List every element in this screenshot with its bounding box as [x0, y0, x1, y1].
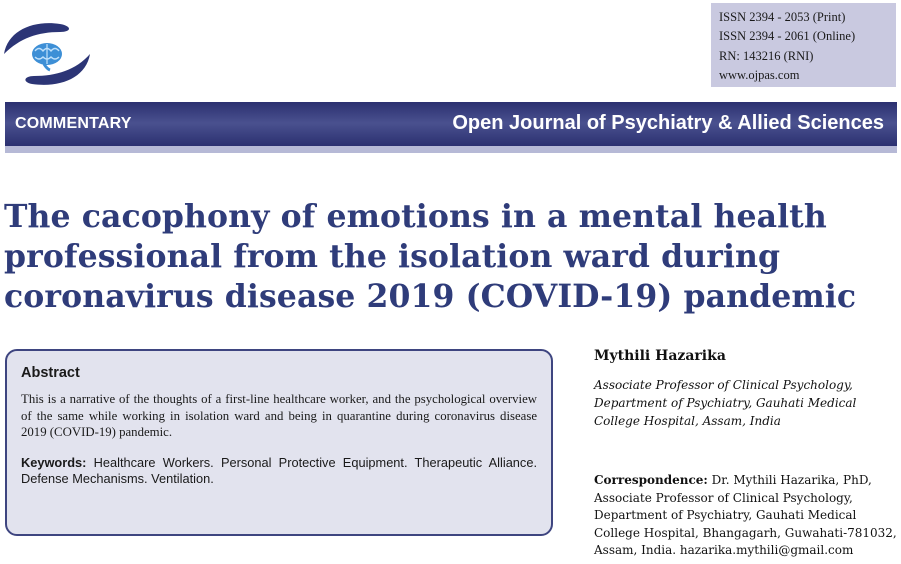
- correspondence-email[interactable]: Assam, India. hazarika.mythili@gmail.com: [594, 543, 854, 557]
- issn-online: ISSN 2394 - 2061 (Online): [719, 29, 856, 44]
- correspondence-line: Dr. Mythili Hazarika, PhD,: [711, 473, 872, 487]
- abstract-text: This is a narrative of the thoughts of a first-line healthcare worker, and the psychological overview of the same while working in isolation ward and being in quarantine during coronavirus disease 2019 (COVID-19) pandemic.: [21, 392, 537, 439]
- issn-print: ISSN 2394 - 2053 (Print): [719, 10, 846, 24]
- journal-website-link[interactable]: www.ojpas.com: [719, 68, 800, 83]
- correspondence-line: Department of Psychiatry, Gauhati Medical: [594, 508, 857, 522]
- abstract-heading: Abstract: [21, 365, 80, 381]
- abstract-box: [5, 349, 553, 536]
- journal-name: Open Journal of Psychiatry & Allied Sciences: [452, 112, 884, 134]
- issn-info-box: [711, 3, 896, 87]
- section-label: COMMENTARY: [15, 115, 132, 132]
- keywords: [21, 455, 537, 488]
- correspondence-line: College Hospital, Bhangagarh, Guwahati-781032,: [594, 525, 897, 540]
- author-affiliation: [594, 376, 894, 430]
- correspondence-line: Associate Professor of Clinical Psychology,: [594, 490, 853, 505]
- brain-icon: [32, 43, 62, 70]
- keywords-label: Keywords:: [21, 454, 87, 470]
- journal-logo-mark: [0, 18, 98, 90]
- affiliation-line: Department of Psychiatry, Gauhati Medical: [594, 396, 857, 410]
- header-band: [5, 102, 897, 153]
- correspondence-block: [594, 472, 896, 560]
- article-title: The cacophony of emotions in a mental health professional from the isolation ward during coronavirus disease 2019 (COVID-19) pandemic: [4, 198, 857, 315]
- affiliation-line: Associate Professor of Clinical Psychology,: [594, 378, 853, 392]
- author-name: Mythili Hazarika: [594, 348, 726, 364]
- rni-number: RN: 143216 (RNI): [719, 48, 814, 63]
- keywords-list: Healthcare Workers. Personal Protective Equipment. Therapeutic Alliance. Defense Mechanisms. Ventilation.: [21, 454, 537, 486]
- affiliation-line: College Hospital, Assam, India: [594, 414, 781, 428]
- correspondence-label: Correspondence:: [594, 473, 708, 487]
- journal-logo: [0, 18, 98, 90]
